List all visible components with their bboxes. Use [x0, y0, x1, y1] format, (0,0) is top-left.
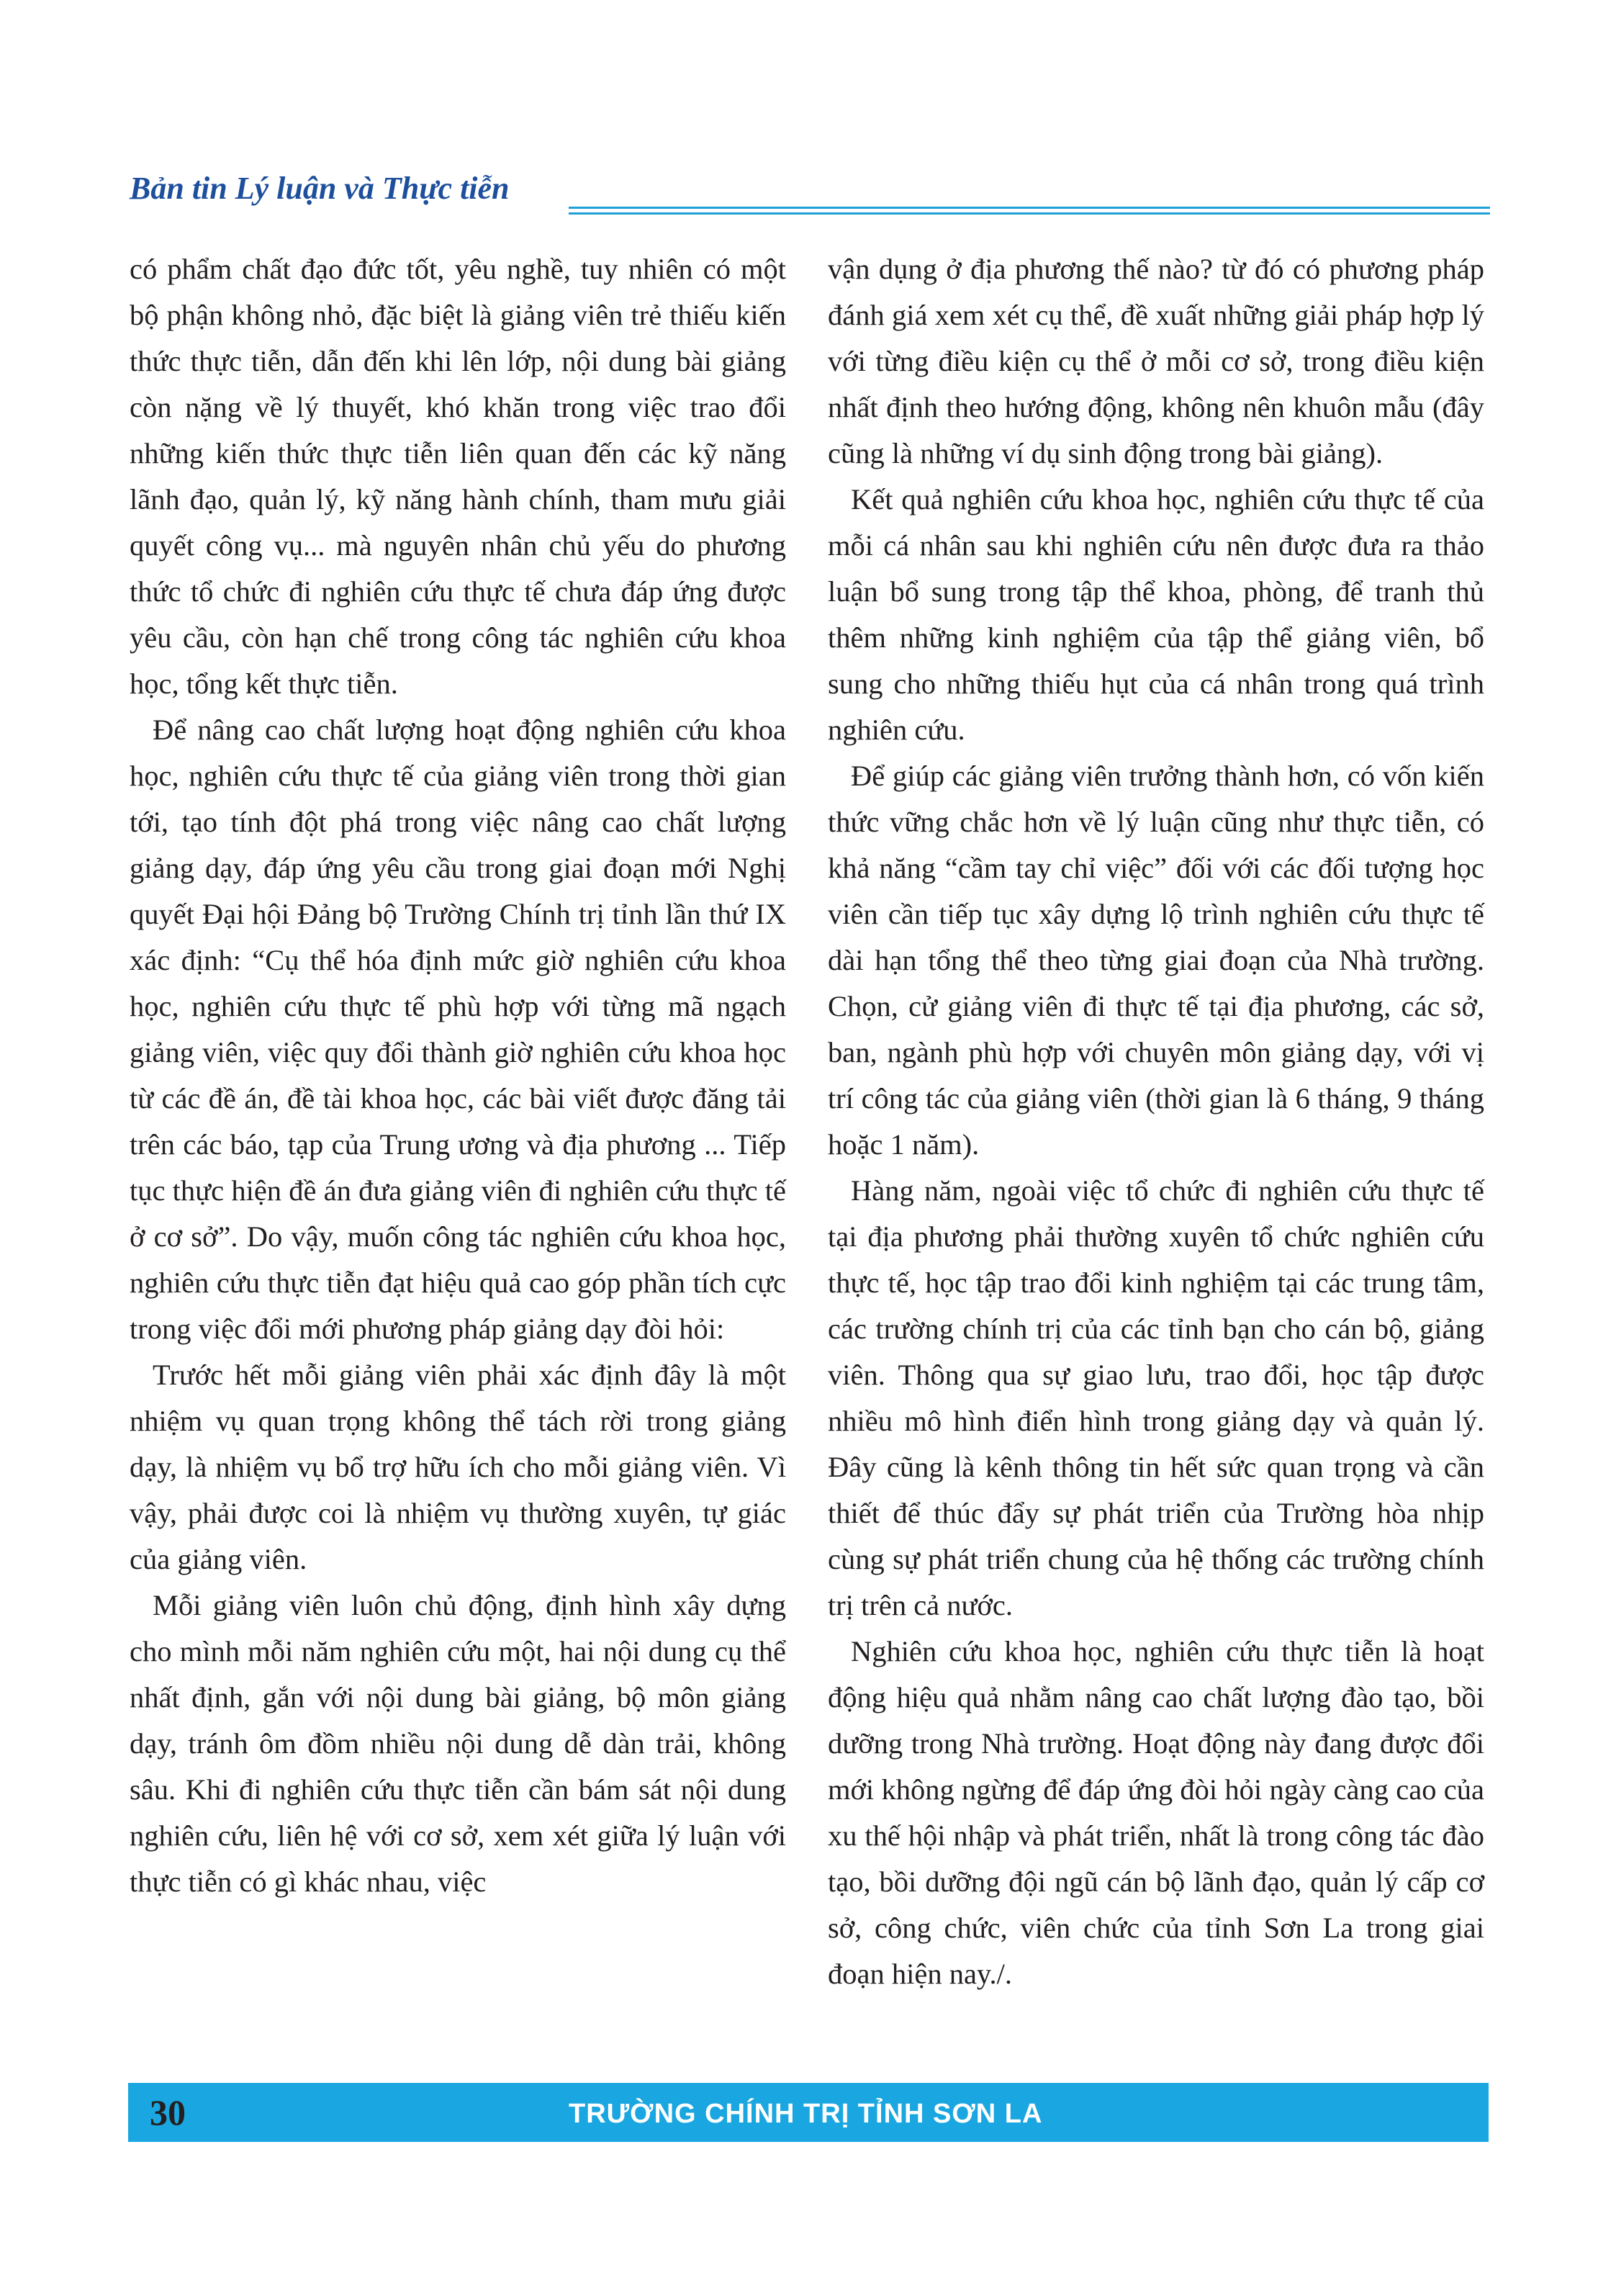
paragraph: có phẩm chất đạo đức tốt, yêu nghề, tuy nhiên có một bộ phận không nhỏ, đặc biệt là giảng viên trẻ thiếu kiến thức thực tiễn, dẫn đến khi lên lớp, nội dung bài giảng còn nặng về lý thuyết, khó khăn trong việc trao đổi những kiến thức thực tiễn liên quan đến các kỹ năng lãnh đạo, quản lý, kỹ năng hành chính, tham mưu giải quyết công vụ... mà nguyên nhân chủ yếu do phương thức tổ chức đi nghiên cứu thực tế chưa đáp ứng được yêu cầu, còn hạn chế trong công tác nghiên cứu khoa học, tổng kết thực tiễn. — [130, 253, 786, 700]
right-column — [828, 246, 1484, 1997]
left-column — [130, 246, 786, 1905]
paragraph: vận dụng ở địa phương thế nào? từ đó có phương pháp đánh giá xem xét cụ thể, đề xuất những giải pháp hợp lý với từng điều kiện cụ thể ở mỗi cơ sở, trong điều kiện nhất định theo hướng động, không nên khuôn mẫu (đây cũng là những ví dụ sinh động trong bài giảng). — [828, 253, 1484, 469]
page-number: 30 — [150, 2092, 186, 2133]
paragraph: Để giúp các giảng viên trưởng thành hơn, có vốn kiến thức vững chắc hơn về lý luận cũng như thực tiễn, có khả năng “cầm tay chỉ việc” đối với các đối tượng học viên cần tiếp tục xây dựng lộ trình nghiên cứu thực tế dài hạn tổng thể theo từng giai đoạn của Nhà trường. Chọn, cử giảng viên đi thực tế tại địa phương, các sở, ban, ngành phù hợp với chuyên môn giảng dạy, với vị trí công tác của giảng viên (thời gian là 6 tháng, 9 tháng hoặc 1 năm). — [828, 760, 1484, 1161]
paragraph: Trước hết mỗi giảng viên phải xác định đây là một nhiệm vụ quan trọng không thể tách rời trong giảng dạy, là nhiệm vụ bổ trợ hữu ích cho mỗi giảng viên. Vì vậy, phải được coi là nhiệm vụ thường xuyên, tự giác của giảng viên. — [130, 1359, 786, 1575]
paragraph: Để nâng cao chất lượng hoạt động nghiên cứu khoa học, nghiên cứu thực tế của giảng viên trong thời gian tới, tạo tính đột phá trong việc nâng cao chất lượng giảng dạy, đáp ứng yêu cầu trong giai đoạn mới Nghị quyết Đại hội Đảng bộ Trường Chính trị tỉnh lần thứ IX xác định: “Cụ thể hóa định mức giờ nghiên cứu khoa học, nghiên cứu thực tế phù hợp với từng mã ngạch giảng viên, việc quy đổi thành giờ nghiên cứu khoa học từ các đề án, đề tài khoa học, các bài viết được đăng tải trên các báo, tạp của Trung ương và địa phương ... Tiếp tục thực hiện đề án đưa giảng viên đi nghiên cứu thực tế ở cơ sở”. Do vậy, muốn công tác nghiên cứu khoa học, nghiên cứu thực tiễn đạt hiệu quả cao góp phần tích cực trong việc đổi mới phương pháp giảng dạy đòi hỏi: — [130, 713, 786, 1345]
paragraph: Nghiên cứu khoa học, nghiên cứu thực tiễn là hoạt động hiệu quả nhằm nâng cao chất lượng đào tạo, bồi dưỡng trong Nhà trường. Hoạt động này đang được đổi mới không ngừng để đáp ứng đòi hỏi ngày càng cao của xu thế hội nhập và phát triển, nhất là trong công tác đào tạo, bồi dưỡng đội ngũ cán bộ lãnh đạo, quản lý cấp cơ sở, công chức, viên chức của tỉnh Sơn La trong giai đoạn hiện nay./. — [828, 1635, 1484, 1990]
footer-institution: TRƯỜNG CHÍNH TRỊ TỈNH SƠN LA — [569, 2099, 1043, 2129]
publication-title: Bản tin Lý luận và Thực tiễn — [130, 171, 510, 206]
paragraph: Hàng năm, ngoài việc tổ chức đi nghiên cứu thực tế tại địa phương phải thường xuyên tổ chức nghiên cứu thực tế, học tập trao đổi kinh nghiệm tại các trung tâm, các trường chính trị của các tỉnh bạn cho cán bộ, giảng viên. Thông qua sự giao lưu, trao đổi, học tập được nhiều mô hình điển hình trong giảng dạy và quản lý. Đây cũng là kênh thông tin hết sức quan trọng và cần thiết để thúc đẩy sự phát triển của Trường hòa nhịp cùng sự phát triển chung của hệ thống các trường chính trị trên cả nước. — [828, 1174, 1484, 1621]
header-rule — [569, 207, 1490, 215]
paragraph: Mỗi giảng viên luôn chủ động, định hình xây dựng cho mình mỗi năm nghiên cứu một, hai nội dung cụ thể nhất định, gắn với nội dung bài giảng, bộ môn giảng dạy, tránh ôm đồm nhiều nội dung dễ dàn trải, không sâu. Khi đi nghiên cứu thực tiễn cần bám sát nội dung nghiên cứu, liên hệ với cơ sở, xem xét giữa lý luận với thực tiễn có gì khác nhau, việc — [130, 1589, 786, 1898]
paragraph: Kết quả nghiên cứu khoa học, nghiên cứu thực tế của mỗi cá nhân sau khi nghiên cứu nên được đưa ra thảo luận bổ sung trong tập thể khoa, phòng, để tranh thủ thêm những kinh nghiệm của tập thể giảng viên, bổ sung cho những thiếu hụt của cá nhân trong quá trình nghiên cứu. — [828, 483, 1484, 746]
